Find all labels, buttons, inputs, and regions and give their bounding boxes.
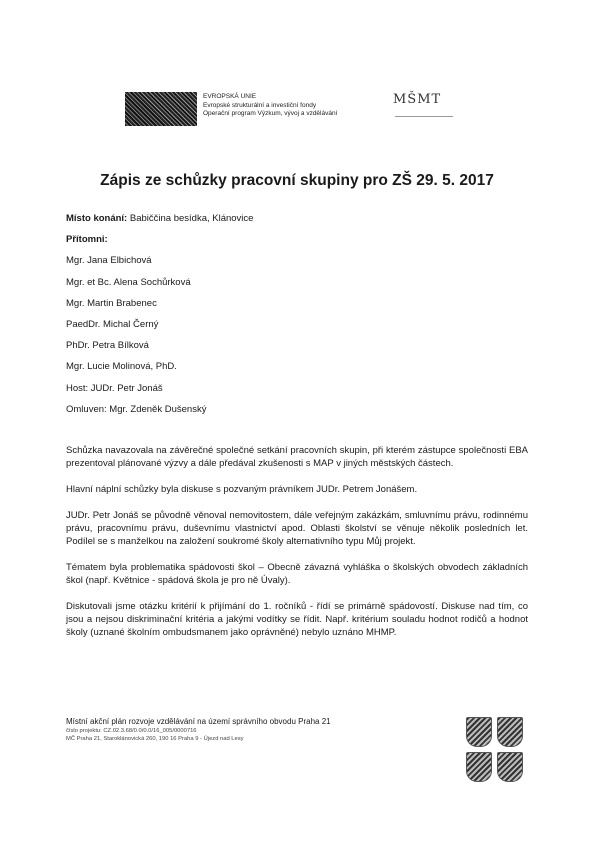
attendee: Mgr. et Bc. Alena Sochůrková	[66, 276, 191, 288]
eu-line-1: EVROPSKÁ UNIE	[203, 93, 257, 100]
attendee: PaedDr. Michal Černý	[66, 318, 159, 330]
paragraph: Hlavní náplní schůzky byla diskuse s pozvaným právníkem JUDr. Petrem Jonášem.	[66, 483, 418, 495]
eu-program-text	[203, 93, 337, 119]
paragraph: JUDr. Petr Jonáš se původně věnoval nemovitostem, dále veřejným zakázkám, smluvnímu právu, rodinnému právu, pracovnímu právu, duševnímu vlastnictví apod. Oblasti školství se věnuje několik posledních let. Podílel se s manželkou na založení soukromé školy alternativního typu Můj projekt.	[66, 509, 528, 547]
attendees-label: Přítomni:	[66, 234, 108, 246]
attendee: Mgr. Martin Brabenec	[66, 297, 157, 309]
page-header	[125, 92, 465, 126]
spacer	[66, 548, 528, 561]
eu-line-3: Operační program Výzkum, vývoj a vzdělávání	[203, 110, 338, 117]
spacer	[66, 470, 528, 483]
venue-label: Místo konání:	[66, 213, 128, 224]
attendee: Mgr. Lucie Molinová, PhD.	[66, 361, 177, 373]
coat-of-arms-icon	[466, 717, 492, 747]
msmt-mark: MŠMT	[393, 92, 442, 107]
paragraph: Diskutovali jsme otázku kritérií k přijímání do 1. ročníků - řídí se primárně spádovostí. Diskuse nad tím, co jsou a nejsou diskriminační kritéria a jakými vodítky se řídit. Např. kritérium souladu hodnot rodičů a hodnot školy (uznané školním ombudsmanem jako oprávněné) nebylo uznáno MHMP.	[66, 600, 528, 638]
coat-of-arms-icon	[497, 752, 523, 782]
eu-flag-logo	[125, 92, 197, 126]
coat-of-arms-icon	[497, 717, 523, 747]
coat-of-arms-icon	[466, 752, 492, 782]
footer-address: MČ Praha 21, Staroklánovická 260, 190 16 Praha 9 - Újezd nad Lesy	[66, 736, 244, 742]
footer-project-name: Místní akční plán rozvoje vzdělávání na území správního obvodu Praha 21	[66, 717, 331, 726]
paragraph: Tématem byla problematika spádovosti škol – Obecně závazná vyhláška o školských obvodech základních škol (např. Květnice - spádová škola je pro ně Úvaly).	[66, 561, 528, 586]
spacer	[66, 424, 528, 444]
spacer	[66, 496, 528, 509]
document-body	[66, 212, 528, 639]
venue-line	[66, 212, 528, 233]
document-title: Zápis ze schůzky pracovní skupiny pro ZŠ 29. 5. 2017	[100, 172, 494, 189]
attendee: Mgr. Jana Elbichová	[66, 255, 152, 267]
venue-value: Babiččina besídka, Klánovice	[127, 213, 254, 224]
guest-line: Host: JUDr. Petr Jonáš	[66, 382, 163, 394]
msmt-underline	[395, 116, 453, 117]
msmt-logo	[393, 92, 463, 126]
attendee: PhDr. Petra Bílková	[66, 340, 149, 352]
paragraph: Schůzka navazovala na závěrečné společné setkání pracovních skupin, při kterém zástupce společnosti EBA prezentoval plánované výzvy a dále předával zkušenosti s MAP v jiných městských částech.	[66, 444, 528, 469]
footer-project-number: číslo projektu: CZ.02.3.68/0.0/0.0/16_005/0000716	[66, 728, 197, 734]
spacer	[66, 587, 528, 600]
page-footer	[66, 717, 416, 743]
excused-line: Omluven: Mgr. Zdeněk Dušenský	[66, 403, 207, 415]
eu-line-2: Evropské strukturální a investiční fondy	[203, 101, 317, 109]
